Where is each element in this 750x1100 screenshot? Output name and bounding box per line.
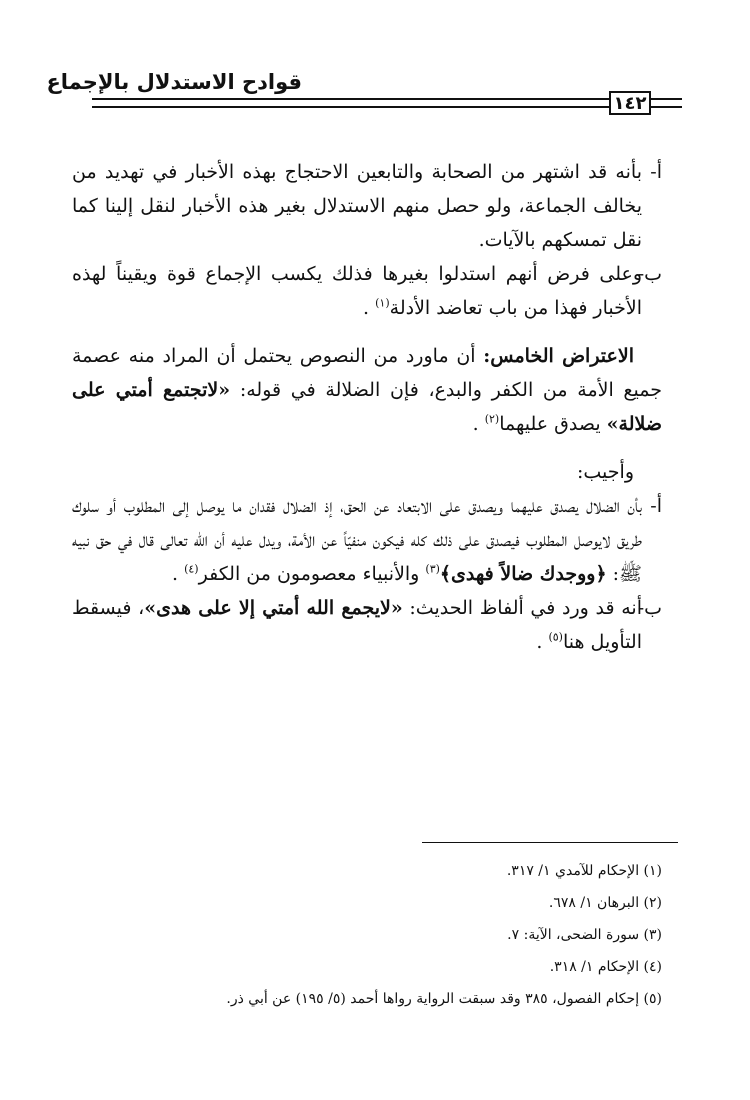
text-run: . (472, 413, 485, 435)
text-run: أن ماورد من النصوص يحتمل أن المراد منه عصمة جميع الأمة من الكفر والبدع، فإن الضلالة في قوله: (72, 345, 663, 401)
quran-quote: ﴿ووجدك ضالاً فهدى﴾ (439, 563, 607, 585)
item-marker: أ- (650, 495, 662, 517)
header-rule-bottom (92, 106, 682, 108)
list-item-b2 (72, 591, 662, 659)
footnote: (٥) إحكام الفصول، ٣٨٥ وقد سبقت الرواية رواها أحمد (٥/ ١٩٥) عن أبي ذر. (226, 991, 662, 1007)
text-run: . (536, 631, 549, 653)
page-number: ١٤٢ (609, 91, 651, 115)
item-text: بأنه قد اشتهر من الصحابة والتابعين الاحتجاج بهذه الأخبار في تهديد من يخالف الجماعة، ولو حصل منهم الاستدلال بغير هذه الأخبار لنقل إلينا كما نقل تمسكهم بالآيات. (72, 161, 642, 251)
footnote: (٢) البرهان ١/ ٦٧٨. (548, 895, 662, 911)
text-run: . (363, 297, 376, 319)
hadith-quote: «لاتجتمع أمتي على ضلالة» (72, 379, 662, 435)
running-title: قوادح الاستدلال بالإجماع (46, 70, 302, 94)
footnote-ref: (٥) (548, 630, 563, 644)
footnote: (١) الإحكام للآمدي ١/ ٣١٧. (506, 863, 662, 879)
item-marker: أ- (650, 161, 662, 183)
header-rule-top (92, 98, 682, 100)
item-text (72, 591, 642, 659)
text-run: وعلى فرض أنهم استدلوا بغيرها فذلك يكسب الإجماع قوة ويقيناً لهذه الأخبار فهذا من باب تعاضد الأدلة (72, 263, 642, 319)
text-run: والأنبياء معصومون من الكفر (198, 563, 426, 585)
list-item-a1 (72, 155, 662, 257)
footnotes (72, 855, 662, 1015)
list-item-b1 (72, 257, 662, 325)
footnote: (٣) سورة الضحى، الآية: ٧. (507, 927, 662, 943)
footnote-ref: (١) (375, 296, 390, 310)
text-run: أنه قد ورد في ألفاظ الحديث: (402, 597, 642, 619)
footnote-ref: (٢) (484, 412, 500, 426)
footnote-ref: (٣) (425, 562, 440, 576)
text-run: بأن الضلال يصدق عليهما ويصدق على الابتعاد عن الحق، إذ الضلال فقدان ما يوصل إلى المطلوب أو سلوك طريق لايوصل المطلوب فيصدق على ذلك كله فيكون منفيّاً عن الأمة، ويدل عليه أن الله تعالى قال في حق نبيه ﷺ: (72, 495, 642, 585)
text-run: ، فيسقط التأويل هنا (72, 597, 642, 653)
footnote-ref: (٤) (184, 562, 199, 576)
footnote-separator (422, 842, 678, 843)
hadith-quote: «لايجمع الله أمتي إلا على هدى» (144, 597, 403, 619)
objection-label: الاعتراض الخامس: (483, 345, 634, 367)
text-run: . (171, 563, 185, 585)
item-marker: ب- (637, 597, 662, 619)
item-text (72, 489, 642, 591)
body-text (72, 155, 662, 659)
footnote: (٤) الإحكام ١/ ٣١٨. (549, 959, 662, 975)
text-run: يصدق عليهما (499, 413, 607, 435)
item-text (72, 257, 642, 325)
answer-label: وأجيب: (577, 461, 634, 483)
item-marker: ب- (637, 263, 662, 285)
objection-paragraph (72, 339, 662, 441)
list-item-a2 (72, 489, 662, 591)
